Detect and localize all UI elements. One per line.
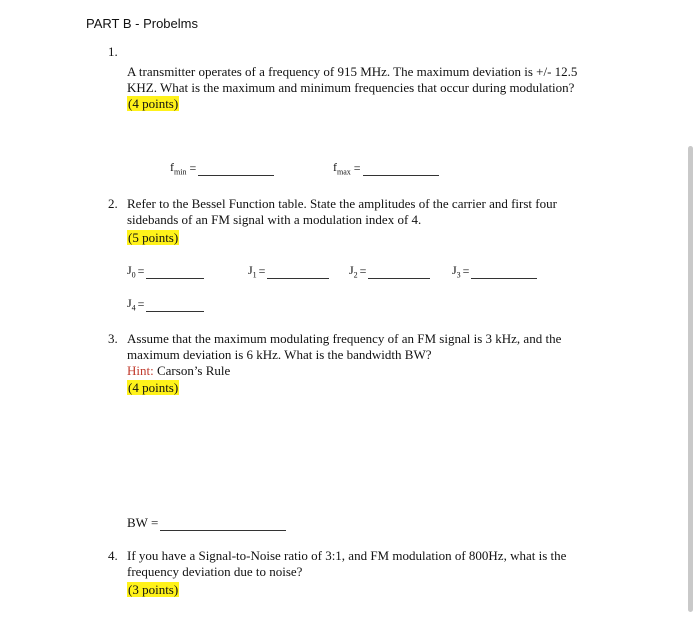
j4-blank[interactable] — [146, 301, 204, 312]
hint-label: Hint: — [127, 363, 154, 378]
j3-blank[interactable] — [471, 268, 537, 279]
question-4-points — [127, 582, 179, 598]
page-title: PART B - Probelms — [86, 16, 198, 31]
j1-blank[interactable] — [267, 268, 329, 279]
question-2-number: 2. — [108, 196, 118, 211]
bw-label: BW — [127, 515, 148, 530]
question-4-line-1: If you have a Signal-to-Noise ratio of 3:1, and FM modulation of 800Hz, what is the — [127, 548, 567, 563]
question-3-points — [127, 380, 179, 396]
hint-text: Carson’s Rule — [156, 363, 231, 378]
j2-blank[interactable] — [368, 268, 430, 279]
j3-answer: $J_3$ = — [452, 263, 537, 279]
fmax-blank[interactable] — [363, 165, 439, 176]
question-3-number: 3. — [108, 331, 118, 346]
points-badge: (5 points) — [128, 230, 179, 245]
question-4-line-2: frequency deviation due to noise? — [127, 564, 303, 579]
j0-label: $J_0$ — [127, 263, 136, 280]
fmin-answer: $f_{min}$ = — [170, 160, 274, 176]
question-2-line-2: sidebands of an FM signal with a modulation index of 4. — [127, 212, 422, 227]
question-1-number: 1. — [108, 44, 118, 59]
fmax-label: $f_{max}$ — [333, 160, 351, 177]
question-2-points — [127, 230, 179, 246]
fmin-blank[interactable] — [198, 165, 274, 176]
j1-label: $J_1$ — [248, 263, 257, 280]
bw-answer: BW = — [127, 515, 286, 531]
bw-blank[interactable] — [160, 520, 286, 531]
question-1-line-1: A transmitter operates of a frequency of 915 MHz. The maximum deviation is +/- 12.5 — [127, 64, 578, 79]
question-1-line-2: KHZ. What is the maximum and minimum frequencies that occur during modulation? — [127, 80, 575, 95]
j1-answer: $J_1$ = — [248, 263, 329, 279]
question-3-line-2: maximum deviation is 6 kHz. What is the bandwidth BW? — [127, 347, 432, 362]
question-4-number: 4. — [108, 548, 118, 563]
j2-label: $J_2$ — [349, 263, 358, 280]
fmax-answer: $f_{max}$ = — [333, 160, 439, 176]
question-3-line-1: Assume that the maximum modulating frequency of an FM signal is 3 kHz, and the — [127, 331, 562, 346]
question-2-line-1: Refer to the Bessel Function table. State the amplitudes of the carrier and first four — [127, 196, 557, 211]
j3-label: $J_3$ — [452, 263, 461, 280]
j2-answer: $J_2$ = — [349, 263, 430, 279]
question-1-points — [127, 96, 179, 112]
points-badge: (4 points) — [128, 96, 179, 111]
j4-label: $J_4$ — [127, 296, 136, 313]
fmin-label: $f_{min}$ — [170, 160, 187, 177]
question-3-hint — [127, 363, 230, 379]
j4-answer: $J_4$ = — [127, 296, 204, 312]
points-badge: (3 points) — [128, 582, 179, 597]
points-badge: (4 points) — [128, 380, 179, 395]
scrollbar[interactable] — [688, 146, 693, 612]
j0-blank[interactable] — [146, 268, 204, 279]
j0-answer: $J_0$ = — [127, 263, 204, 279]
